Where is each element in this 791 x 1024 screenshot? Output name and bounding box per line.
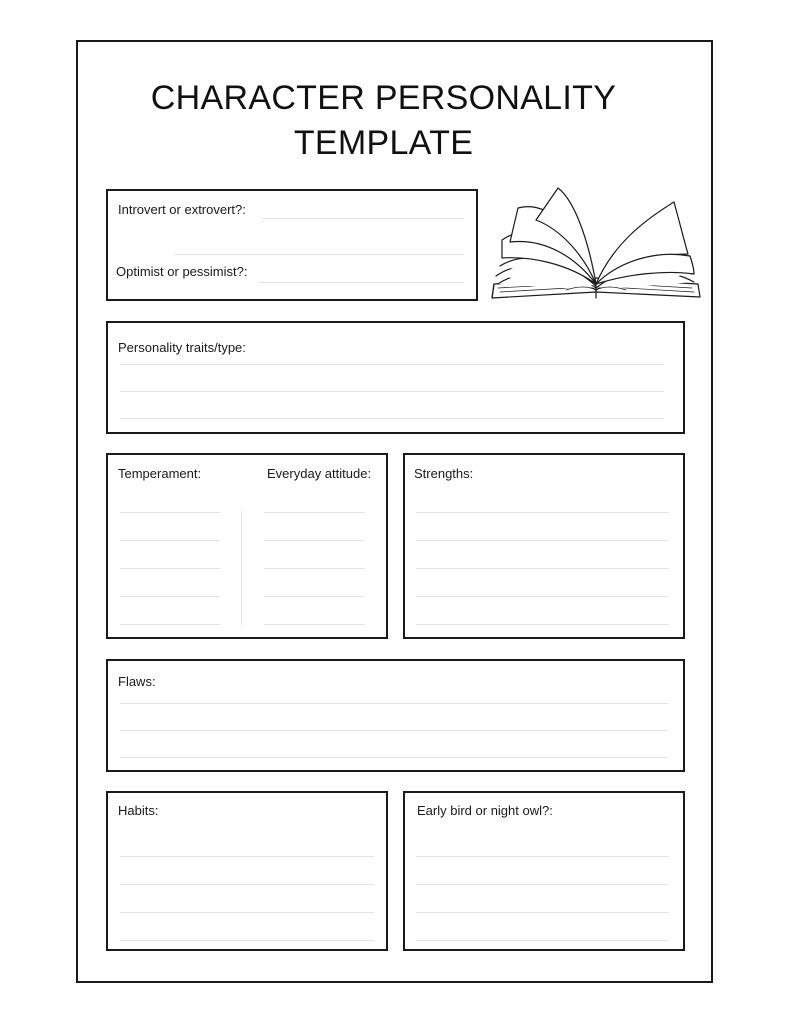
strengths-writing-line-1[interactable] bbox=[416, 512, 669, 513]
attitude-label: Everyday attitude: bbox=[267, 466, 372, 481]
habits-writing-line-2[interactable] bbox=[120, 884, 374, 885]
attitude-writing-line-3[interactable] bbox=[264, 568, 365, 569]
flaws-label: Flaws: bbox=[118, 674, 156, 689]
sleep-writing-line-4[interactable] bbox=[416, 940, 669, 941]
page-title bbox=[76, 76, 691, 166]
early-bird-night-owl-label: Early bird or night owl?: bbox=[417, 803, 553, 818]
strengths-writing-line-4[interactable] bbox=[416, 596, 669, 597]
flaws-writing-line-2[interactable] bbox=[120, 730, 668, 731]
optimist-writing-line[interactable] bbox=[258, 282, 464, 283]
personality-writing-line-1[interactable] bbox=[120, 364, 664, 365]
temperament-label: Temperament: bbox=[118, 466, 202, 481]
temperament-writing-line-5[interactable] bbox=[120, 624, 220, 625]
temperament-divider bbox=[241, 511, 242, 625]
personality-writing-line-2[interactable] bbox=[120, 391, 664, 392]
attitude-writing-line-1[interactable] bbox=[264, 512, 365, 513]
introvert-writing-line-2[interactable] bbox=[175, 254, 464, 255]
strengths-writing-line-2[interactable] bbox=[416, 540, 669, 541]
attitude-writing-line-4[interactable] bbox=[264, 596, 365, 597]
flaws-writing-line-1[interactable] bbox=[120, 703, 668, 704]
temperament-writing-line-2[interactable] bbox=[120, 540, 220, 541]
temperament-writing-line-3[interactable] bbox=[120, 568, 220, 569]
title-line-1: CHARACTER PERSONALITY bbox=[150, 79, 617, 117]
strengths-label: Strengths: bbox=[414, 466, 474, 481]
habits-writing-line-3[interactable] bbox=[120, 912, 374, 913]
strengths-writing-line-5[interactable] bbox=[416, 624, 669, 625]
title-line-2: TEMPLATE bbox=[293, 124, 474, 162]
introvert-label: Introvert or extrovert?: bbox=[118, 202, 246, 217]
personality-writing-line-3[interactable] bbox=[120, 418, 664, 419]
habits-writing-line-1[interactable] bbox=[120, 856, 374, 857]
attitude-writing-line-2[interactable] bbox=[264, 540, 365, 541]
habits-label: Habits: bbox=[118, 803, 159, 818]
open-book-icon bbox=[488, 180, 704, 304]
temperament-writing-line-1[interactable] bbox=[120, 512, 220, 513]
sleep-writing-line-3[interactable] bbox=[416, 912, 669, 913]
sleep-writing-line-2[interactable] bbox=[416, 884, 669, 885]
introvert-writing-line[interactable] bbox=[262, 218, 464, 219]
habits-writing-line-4[interactable] bbox=[120, 940, 374, 941]
flaws-writing-line-3[interactable] bbox=[120, 757, 668, 758]
temperament-writing-line-4[interactable] bbox=[120, 596, 220, 597]
flaws-box bbox=[106, 659, 685, 772]
attitude-writing-line-5[interactable] bbox=[264, 624, 365, 625]
optimist-label: Optimist or pessimist?: bbox=[116, 264, 248, 279]
strengths-writing-line-3[interactable] bbox=[416, 568, 669, 569]
sleep-writing-line-1[interactable] bbox=[416, 856, 669, 857]
personality-traits-label: Personality traits/type: bbox=[118, 340, 246, 355]
